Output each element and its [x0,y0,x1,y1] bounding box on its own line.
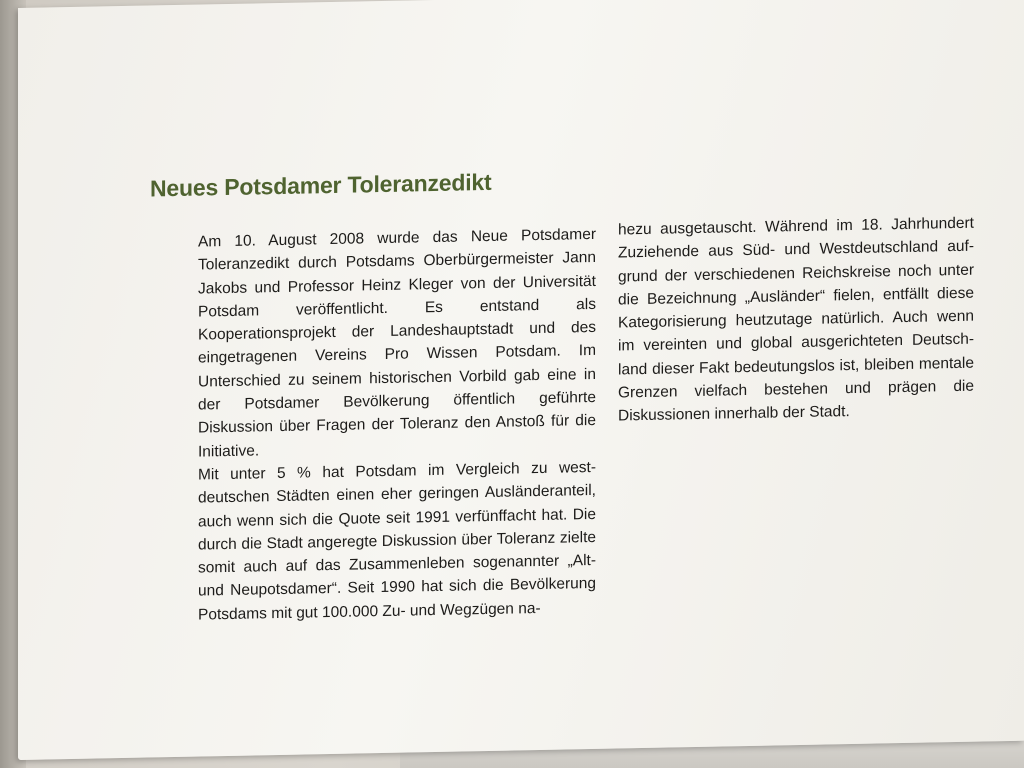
panel-title: Neues Potsdamer Toleranzedikt [150,168,492,202]
paragraph-2-part-1: Mit unter 5 % hat Potsdam im Vergleich zu westdeutschen Städten einen eher geringen Ausländeranteil, auch wenn sich die Quote seit 1991 verfünffacht hat. Die durch die Stadt angeregte Diskussion über Toleranz zielte somit auch auf das Zusammenleben sogenannter „Alt- und Neupotsdamer“. Seit 1990 hat sich die Bevölkerung Potsdams mit gut 100.000 Zu- und Wegzügen na- [198,458,596,624]
text-column-right [618,212,974,429]
paragraph-2-part-2: hezu ausgetauscht. Während im 18. Jahrhundert Zuziehende aus Süd- und Westdeutschland aufgrund der verschiedenen Reichskreise noch unter die Bezeichnung „Ausländer“ fielen, entfällt diese Kategorisierung heutzutage natürlich. Auch wenn im vereinten und global ausgerichteten Deutschland dieser Fakt bedeutungslos ist, bleiben mentale Grenzen vielfach bestehen und prägen die Diskussionen innerhalb der Stadt. [618,214,974,425]
paragraph-1: Am 10. August 2008 wurde das Neue Potsdamer Toleranzedikt durch Potsdams Oberbürgermeister Jann Jakobs und Professor Heinz Kleger von der Universität Potsdam veröffentlicht. Es entstand als Kooperationsprojekt der Landeshauptstadt und des eingetragenen Vereins Pro Wissen Potsdam. Im Unterschied zu seinem historischen Vorbild gab eine in der Potsdamer Bevölkerung öffentlich geführte Diskussion über Fragen der Toleranz den Anstoß für die Initiative. [198,225,596,461]
text-column-left [198,223,596,627]
exhibition-text-panel [18,0,1024,760]
